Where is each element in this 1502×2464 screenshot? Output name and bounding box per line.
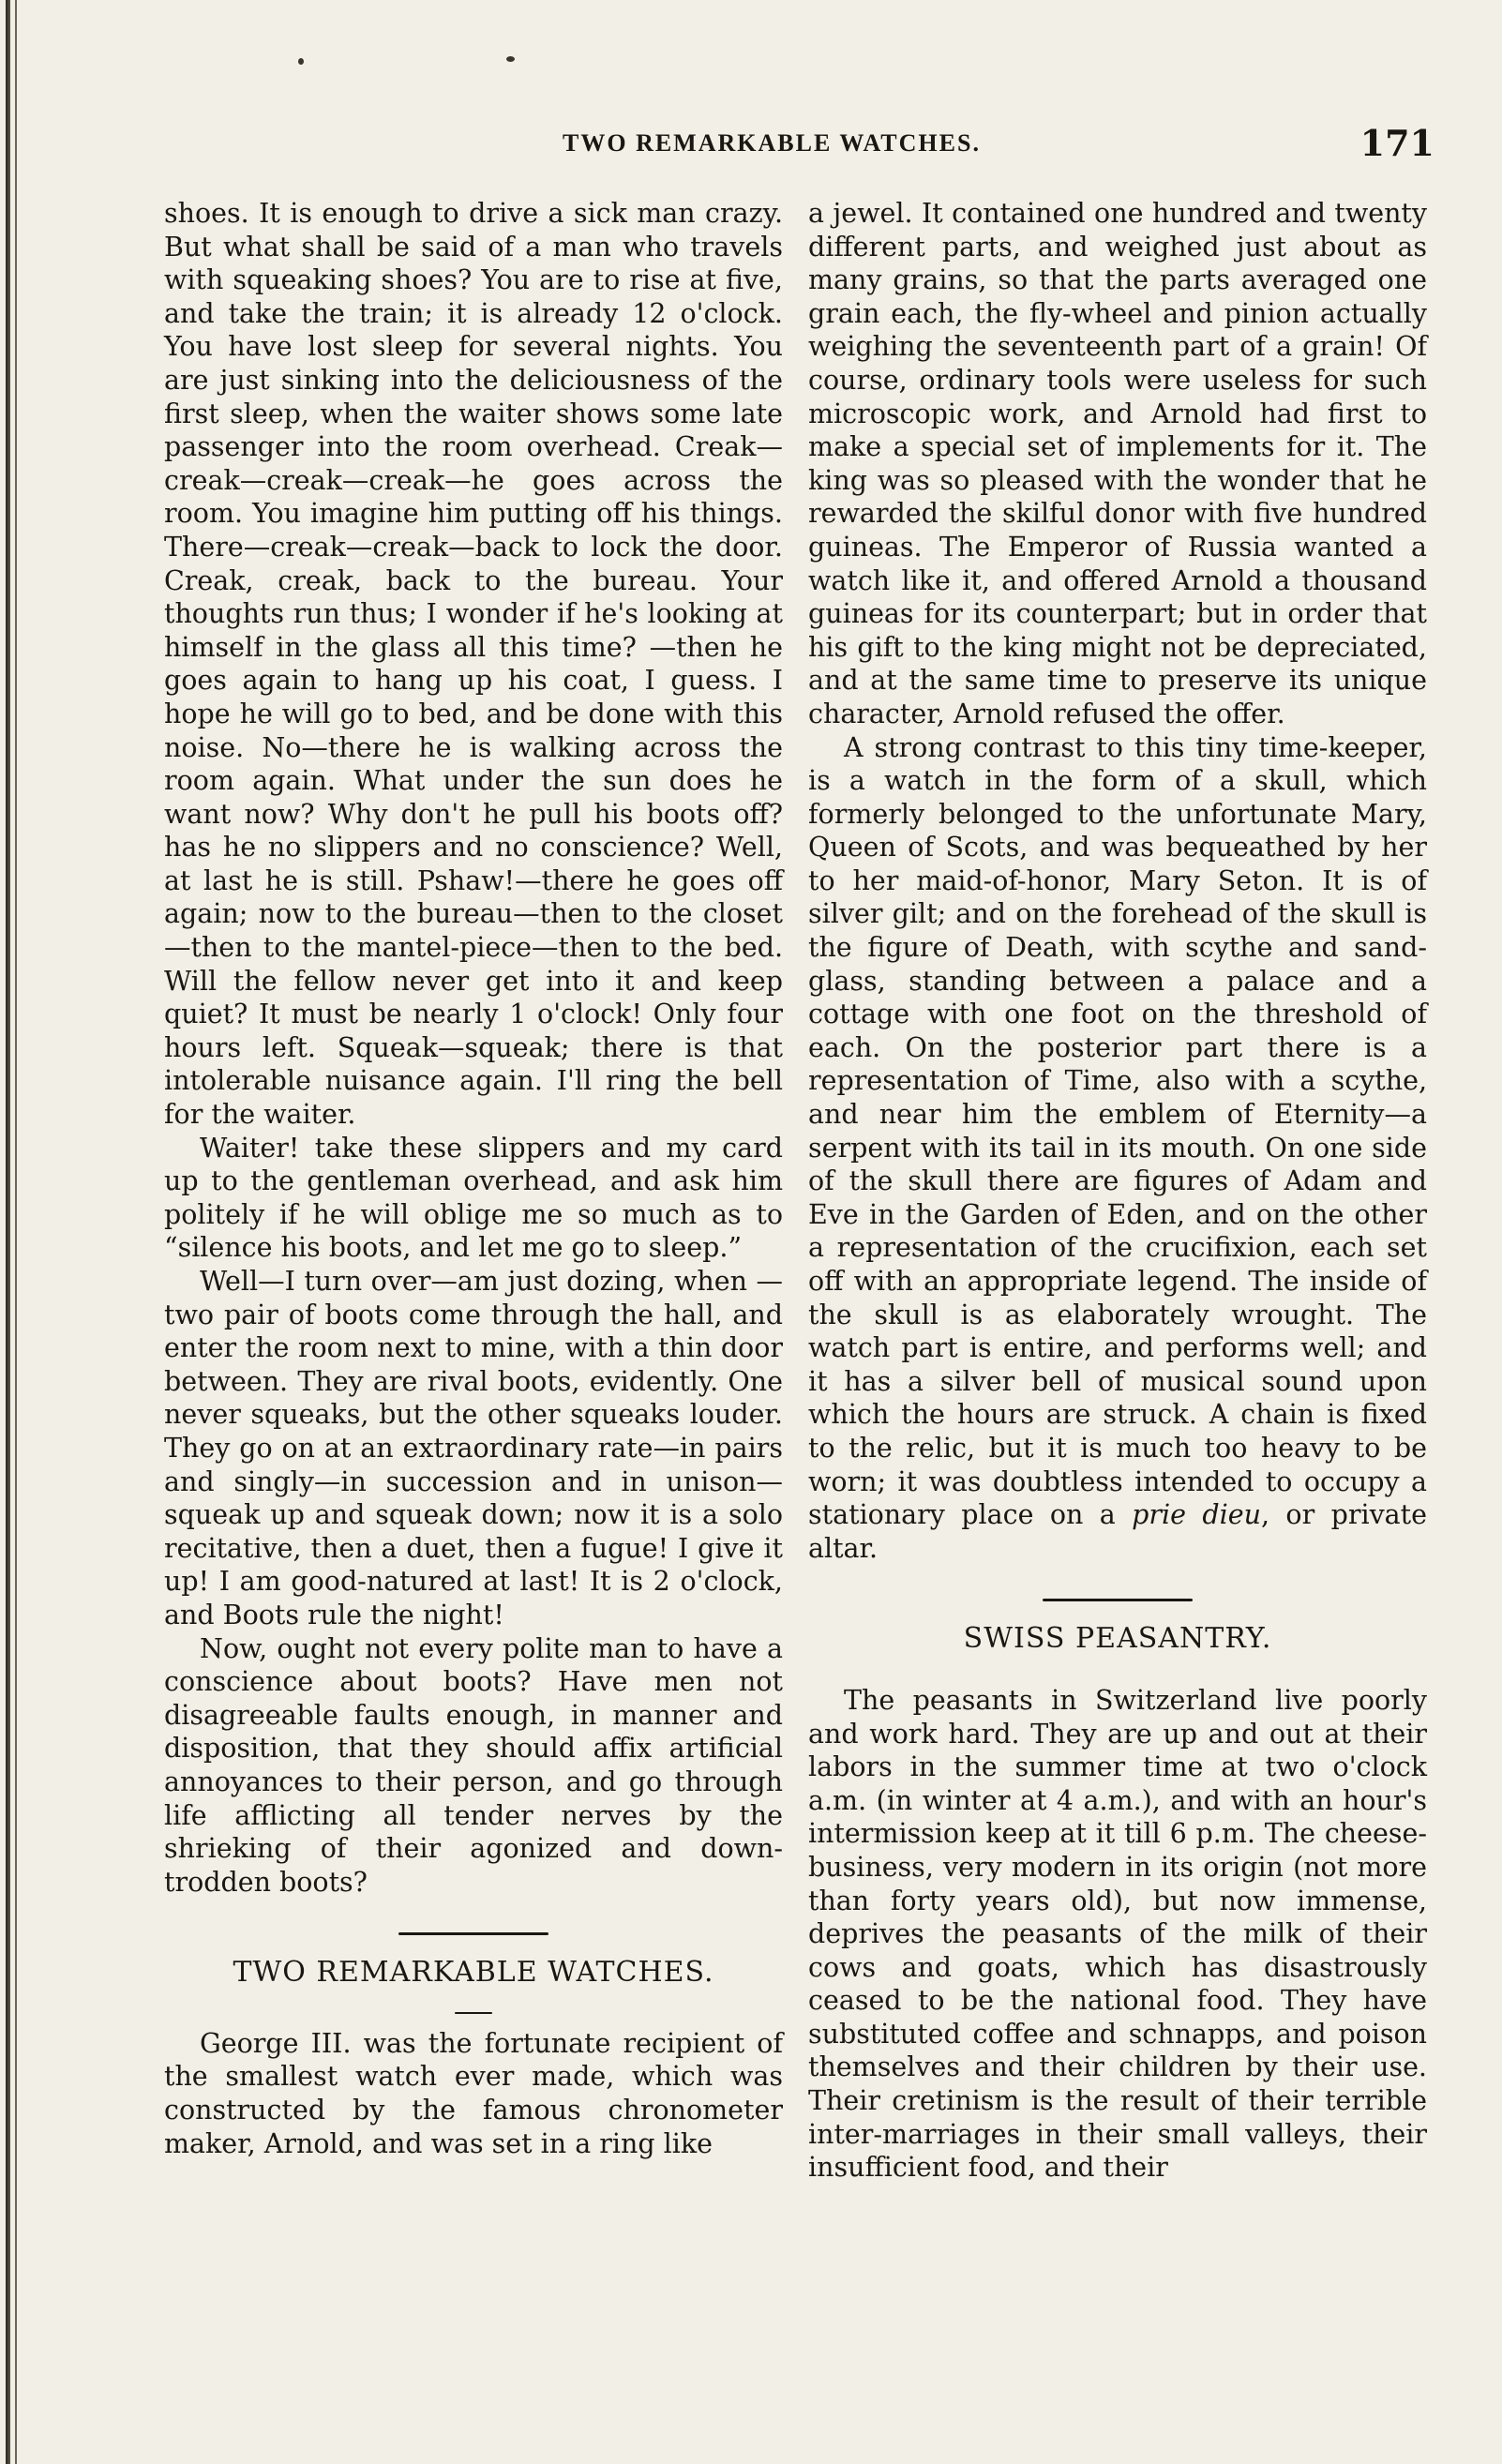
paragraph: George III. was the fortunate recipient of the smallest watch ever made, which was constructed by the famous chronometer maker, Arnold, and was set in a ring like [164, 2027, 783, 2159]
right-column [808, 197, 1427, 2260]
binding-edge [6, 0, 10, 2464]
paragraph-text: , or private altar. [808, 1499, 1427, 1564]
paragraph [808, 731, 1427, 1566]
ink-speck [298, 58, 304, 65]
paragraph: Waiter! take these slippers and my card up to the gentleman overhead, and ask him politely if he will oblige me so much as to “silence his boots, and let me go to sleep.” [164, 1132, 783, 1264]
paragraph: Now, ought not every polite man to have a conscience about boots? Have men not disagreeable faults enough, in manner and disposition, that they should affix artificial annoyances to their person, and go through life afflicting all tender nerves by the shrieking of their agonized and down-trodden boots? [164, 1632, 783, 1898]
section-title: SWISS PEASANTRY. [963, 1622, 1272, 1656]
left-column [164, 197, 783, 2260]
section-title: TWO REMARKABLE WATCHES. [233, 1956, 714, 1990]
running-title: TWO REMARKABLE WATCHES. [563, 129, 981, 157]
paragraph: Well—I turn over—am just dozing, when —two pair of boots come through the hall, and enter the room next to mine, with a thin door between. They are rival boots, evidently. One never squeaks, but the other squeaks louder. They go on at an extraordinary rate—in pairs and singly—in succession and in unison—squeak up and squeak down; now it is a solo recitative, then a duet, then a fugue! I give it up! I am good-natured at last! It is 2 o'clock, and Boots rule the night! [164, 1266, 783, 1630]
page-header [563, 120, 1434, 167]
italic-term: prie dieu [1132, 1499, 1261, 1531]
paragraph-text: A strong contrast to this tiny time-keeper, is a watch in the form of a skull, which formerly belonged to the unfortunate Mary, Queen of Scots, and was bequeathed by her to her maid-of-honor, Mary Seton. It is of silver gilt; and on the forehead of the skull is the figure of Death, with scythe and sand-glass, standing between a palace and a cottage with one foot on the threshold of each. On the posterior part there is a representation of Time, also with a scythe, and near him the emblem of Eternity—a serpent with its tail in its mouth. On one side of the skull there are figures of Adam and Eve in the Garden of Eden, and on the other a representation of the crucifixion, each set off with an appropriate legend. The inside of the skull is as elaborately wrought. The watch part is entire, and performs well; and it has a silver bell of musical sound upon which the hours are struck. A chain is fixed to the relic, but it is much too heavy to be worn; it was doubtless intended to occupy a stationary place on a [808, 731, 1427, 1531]
page-number: 171 [1359, 122, 1434, 164]
ink-speck [506, 56, 515, 62]
paragraph: shoes. It is enough to drive a sick man crazy. But what shall be said of a man who travels with squeaking shoes? You are to rise at five, and take the train; it is already 12 o'clock. You have lost sleep for several nights. You are just sinking into the deliciousness of the first sleep, when the waiter shows some late passenger into the room overhead. Creak—creak—creak—creak—he goes across the room. You imagine him putting off his things. There—creak—creak—back to lock the door. Creak, creak, back to the bureau. Your thoughts run thus; I wonder if he's looking at himself in the glass all this time? —then he goes again to hang up his coat, I guess. I hope he will go to bed, and be done with this noise. No—there he is walking across the room again. What under the sun does he want now? Why don't he pull his boots off? has he no slippers and no conscience? Well, at last he is still. Pshaw!—there he goes off again; now to the bureau—then to the closet—then to the mantel-piece—then to the bed. Will the fellow never get into it and keep quiet? It must be nearly 1 o'clock! Only four hours left. Squeak—squeak; there is that intolerable nuisance again. I'll ring the bell for the waiter. [164, 198, 783, 1131]
paragraph: a jewel. It contained one hundred and twenty different parts, and weighed just about as many grains, so that the parts averaged one grain each, the fly-wheel and pinion actually weighing the seventeenth part of a grain! Of course, ordinary tools were useless for such microscopic work, and Arnold had first to make a special set of implements for it. The king was so pleased with the wonder that he rewarded the skilful donor with five hundred guineas. The Emperor of Russia wanted a watch like it, and offered Arnold a thousand guineas for its counterpart; but in order that his gift to the king might not be depreciated, and at the same time to preserve its unique character, Arnold refused the offer. [808, 198, 1427, 729]
paragraph: The peasants in Switzerland live poorly and work hard. They are up and out at their labors in the summer time at two o'clock a.m. (in winter at 4 a.m.), and with an hour's intermission keep at it till 6 p.m. The cheese-business, very modern in its origin (not more than forty years old), but now immense, deprives the peasants of the milk of their cows and goats, which has disastrously ceased to be the national food. They have substituted coffee and schnapps, and poison themselves and their children by their use. Their cretinism is the result of their terrible inter-marriages in their small valleys, their insufficient food, and their [808, 1684, 1427, 2184]
binding-edge-inner [15, 0, 17, 2464]
